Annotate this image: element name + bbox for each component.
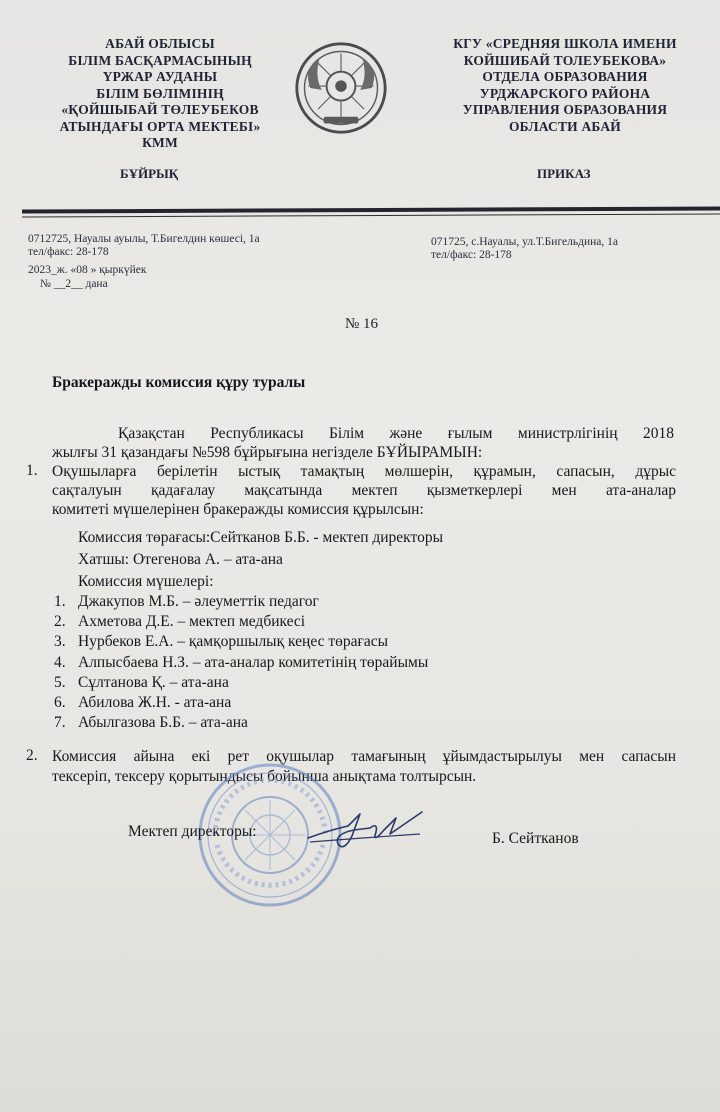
commission-chair: Комиссия төрағасы:Сейтканов Б.Б. - мектеп директоры [78,529,443,546]
header-right-line: ОТДЕЛА ОБРАЗОВАНИЯ [482,69,648,84]
list-item [54,633,428,653]
address-left-street: 0712725, Науалы ауылы, Т.Бигелдин көшесі, 1а [28,233,260,245]
member-number: 2. [54,613,66,631]
state-emblem-icon [293,40,389,136]
order-date: 2023_ж. «08 » қыркүйек [28,264,147,276]
header-right-ru [425,36,705,135]
member-number: 4. [54,653,66,671]
list-item [54,714,428,734]
member-name: Нурбеков Е.А. – қамқоршылық кеңес төрағасы [78,633,389,651]
header-right-line: КГУ «СРЕДНЯЯ ШКОЛА ИМЕНИ [453,36,677,51]
list-item [54,674,428,694]
member-number: 5. [54,673,66,691]
director-name: Б. Сейтканов [492,830,579,847]
header-right-line: КОЙШИБАЙ ТОЛЕУБЕКОВА» [463,52,667,68]
item1-line: комитеті мүшелерінен бракеражды комиссия құрылсын: [52,501,424,518]
header-right-line: УРДЖАРСКОГО РАЙОНА [479,85,651,101]
item2-line: тексеріп, тексеру қорытындысы бойынша анықтама толтырсын. [52,768,477,785]
member-name: Абылгазова Б.Б. – ата-ана [78,714,248,732]
member-number: 6. [54,693,66,711]
address-right-street: 071725, с.Науалы, ул.Т.Бигельдина, 1а [431,236,618,248]
order-label-ru: ПРИКАЗ [537,166,591,181]
address-left-phone: тел/факс: 28-178 [28,246,109,258]
member-name: Сұлтанова Қ. – ата-ана [78,673,229,691]
basis-line: жылғы 31 қазандағы №598 бұйрығына негізделе БҰЙЫРАМЫН: [52,444,483,461]
header-right-line: ОБЛАСТИ АБАЙ [508,118,621,134]
header-left-line: «ҚОЙШЫБАЙ ТӨЛЕУБЕКОВ [61,102,259,117]
member-name: Алпысбаева Н.З. – ата-аналар комитетінің төрайымы [78,653,429,671]
member-name: Ахметова Д.Е. – мектеп медбикесі [78,613,306,631]
member-name: Джакупов М.Б. – әлеуметтік педагог [78,593,319,610]
member-number: 3. [54,633,66,651]
list-item [54,654,428,674]
header-left-line: АТЫНДАҒЫ ОРТА МЕКТЕБІ» [59,118,261,134]
list-item [54,613,428,633]
item1-line: Оқушыларға берілетін ыстық тамақтың мөлшерін, құрамын, сапасын, дұрыс [52,463,676,480]
document-number: № 16 [345,316,379,332]
header-left-line: БІЛІМ БӨЛІМІНІҢ [96,85,224,101]
item2-line: Комиссия айына екі рет оқушылар тамағының ұйымдастырылуы мен сапасын [52,748,676,765]
members-label: Комиссия мүшелері: [78,573,214,590]
member-number: 1. [54,593,66,610]
item1-line: сақталуын қадағалау мақсатында мектеп қызметкерлері мен ата-аналар [52,482,676,499]
header-left-kz [40,36,280,152]
header-left-line: КММ [142,135,178,150]
item-number: 2. [26,747,38,764]
document-title: Бракеражды комиссия құру туралы [52,374,306,391]
order-copies: № __2__ дана [40,278,108,290]
header-divider [22,206,720,213]
list-item [54,694,428,714]
member-number: 7. [54,714,66,732]
header-left-line: ҮРЖАР АУДАНЫ [102,69,218,84]
header-left-line: БІЛІМ БАСҚАРМАСЫНЫҢ [68,52,252,68]
members-list [54,593,428,734]
header-right-line: УПРАВЛЕНИЯ ОБРАЗОВАНИЯ [462,102,668,117]
address-right-phone: тел/факс: 28-178 [431,249,512,261]
director-signature-icon [300,808,430,856]
member-name: Абилова Ж.Н. - ата-ана [78,693,232,711]
list-item [54,593,428,613]
item-number: 1. [26,462,38,479]
order-label-kz: БҰЙРЫҚ [120,166,179,181]
header-left-line: АБАЙ ОБЛЫСЫ [105,36,215,51]
basis-line: Қазақстан Республикасы Білім және ғылым министрлігінің 2018 [118,425,674,442]
header-divider-thin [22,213,720,217]
commission-secretary: Хатшы: Отегенова А. – ата-ана [78,551,283,568]
director-label: Мектеп директоры: [128,823,257,840]
